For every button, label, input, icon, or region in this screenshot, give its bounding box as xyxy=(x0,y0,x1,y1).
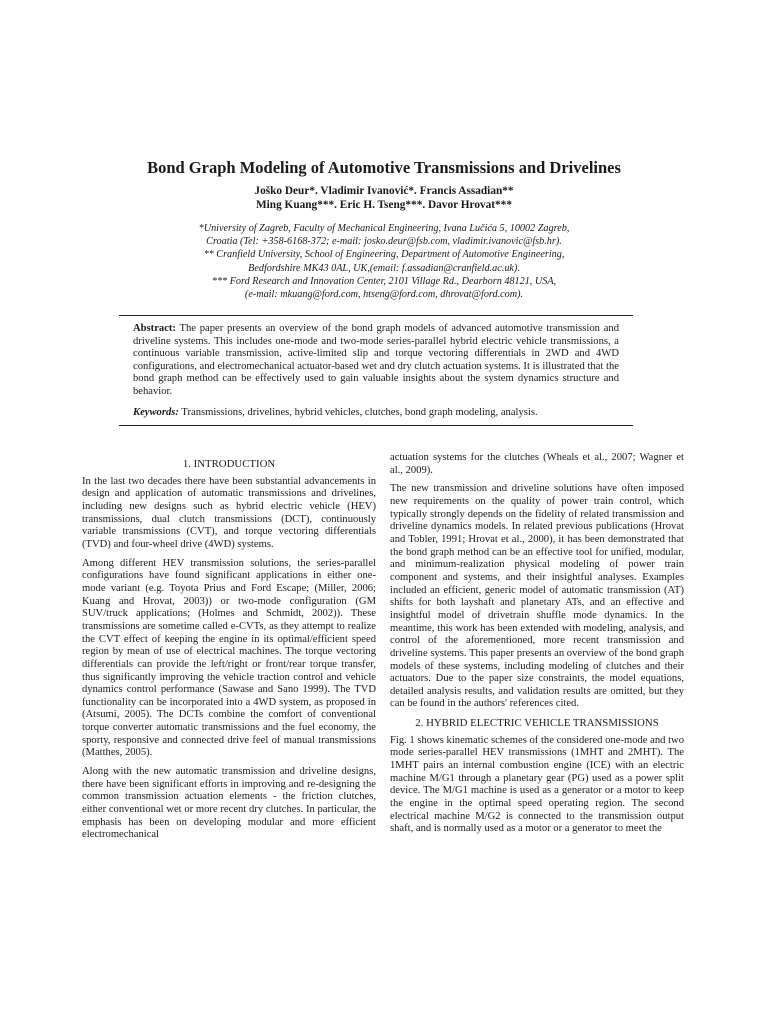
section-heading-introduction: 1. INTRODUCTION xyxy=(182,458,276,470)
keywords-text: Transmissions, drivelines, hybrid vehicles, clutches, bond graph modeling, analysis. xyxy=(181,406,538,418)
affiliation-line: ** Cranfield University, School of Engineering, Department of Automotive Engineering, xyxy=(203,249,565,261)
body-paragraph: Along with the new automatic transmission and driveline designs, there have been significant efforts in improving and re-designing the common transmission actuation elements - the friction clutches, either conventional wet or more recent dry clutches. In particular, the emphasis has been on developing modular and more efficient electromechanical xyxy=(82,766,376,841)
abstract-top-rule xyxy=(119,315,633,316)
body-paragraph: Fig. 1 shows kinematic schemes of the considered one-mode and two mode series-parallel HEV transmissions (1MHT and 2MHT). The 1MHT pairs an internal combustion engine (ICE) with an electric machine M/G1 through a planetary gear (PG) used as a power split device. The M/G1 machine is used as a generator or a motor to keep the engine in the optimal speed operating region. The second electrical machine M/G2 is connected to the transmission output shaft, and is normally used as a motor or a generator to meet the xyxy=(390,734,684,835)
right-column xyxy=(390,452,684,842)
affiliation-line: (e-mail: mkuang@ford.com, htseng@ford.com, dhrovat@ford.com). xyxy=(244,289,524,301)
keywords-paragraph xyxy=(133,407,619,420)
author-line: Joško Deur*. Vladimir Ivanović*. Francis Assadian** xyxy=(254,185,514,197)
affiliations xyxy=(0,222,768,301)
affiliation-line: *** Ford Research and Innovation Center, 2101 Village Rd., Dearborn 48121, USA, xyxy=(211,275,557,287)
body-paragraph: In the last two decades there have been substantial advancements in design and application of automatic transmissions and drivelines, including new designs such as hybrid electric vehicle (HEV) transmissions, dual clutch transmissions (DCT), continuously variable transmissions (CVT), and torque vectoring differentials (TVD) and four-wheel drive (4WD) systems. xyxy=(82,475,376,550)
abstract-paragraph xyxy=(133,323,619,399)
keywords-label: Keywords: xyxy=(133,406,179,418)
affiliation-line: *University of Zagreb, Faculty of Mechanical Engineering, Ivana Lučića 5, 10002 Zagreb, xyxy=(198,223,570,234)
body-paragraph: actuation systems for the clutches (Wheals et al., 2007; Wagner et al., 2009). xyxy=(390,452,684,476)
left-column xyxy=(82,458,376,848)
abstract-text: The paper presents an overview of the bond graph models of advanced automotive transmission and driveline systems. This includes one-mode and two-mode series-parallel hybrid electric vehicle transmissions, a continuous variable transmission, active-limited slip and torque vectoring differentials in 2WD and 4WD configurations, and electromechanical actuator-based wet and dry clutch actuation systems. It is illustrated that the bond graph method can be effectively used to gain valuable insights about the system dynamics structure and behavior. xyxy=(133,323,619,397)
paper-title: Bond Graph Modeling of Automotive Transmissions and Drivelines xyxy=(147,158,621,177)
abstract-label: Abstract: xyxy=(133,323,176,334)
abstract-bottom-rule xyxy=(119,425,633,426)
body-paragraph: Among different HEV transmission solutions, the series-parallel configurations have found significant applications in either one-mode variant (e.g. Toyota Prius and Ford Escape; (Miller, 2006; Kuang and Hrovat, 2003)) or two-mode configuration (GM SUV/truck applications; (Holmes and Schmidt, 2002)). These transmissions are sometime called e-CVTs, as they attempt to realize the CVT effect of keeping the engine in its optimal/efficient speed region by mean of use of electrical machines. The torque vectoring differentials can provide the left/right or front/rear torque transfer, thus significantly improving the vehicle traction control and vehicle dynamics control performance (Sawase and Sano 1999). The TVD functionality can be incorporated into a 4WD system, as proposed in (Atsumi, 2005). The DCTs combine the comfort of conventional torque converter automatic transmissions and the fuel economy, the sporty, responsive and connected drive feel of manual transmissions (Matthes, 2005). xyxy=(82,557,376,759)
abstract-block xyxy=(133,323,619,419)
author-line: Ming Kuang***. Eric H. Tseng***. Davor Hrovat*** xyxy=(256,199,512,211)
affiliation-line: Bedfordshire MK43 0AL, UK,(email: f.assadian@cranfield.ac.uk). xyxy=(248,262,520,274)
body-paragraph: The new transmission and driveline solutions have often imposed new requirements on the quality of power train control, which typically strongly depends on the fidelity of related transmission and driveline dynamics models. In related previous publications (Hrovat and Tobler, 1991; Hrovat et al., 2000), it has been demonstrated that the bond graph method can be an effective tool for unified, modular, and minimum-realization physical modeling of power train component and systems, and their insightful analyses. Examples included an efficient, generic model of automatic transmission (AT) shifts for both layshaft and planetary ATs, and an effective and insightful model of drivetrain shuffle mode dynamics. In the meantime, this work has been extended with modeling, analysis, and control of the aforementioned, more recent transmission and driveline systems. This paper presents an overview of the bond graph models of these systems, including modeling of clutches and their actuators. Due to the paper size constraints, the model equations, detailed analysis results, and validation results are omitted, but they can be found in the authors' references cited. xyxy=(390,483,684,710)
affiliation-line: Croatia (Tel: +358-6168-372; e-mail: josko.deur@fsb.com, vladimir.ivanovic@fsb.hr). xyxy=(206,236,562,248)
author-list xyxy=(0,184,768,212)
section-heading-hev: 2. HYBRID ELECTRIC VEHICLE TRANSMISSIONS xyxy=(415,717,659,730)
